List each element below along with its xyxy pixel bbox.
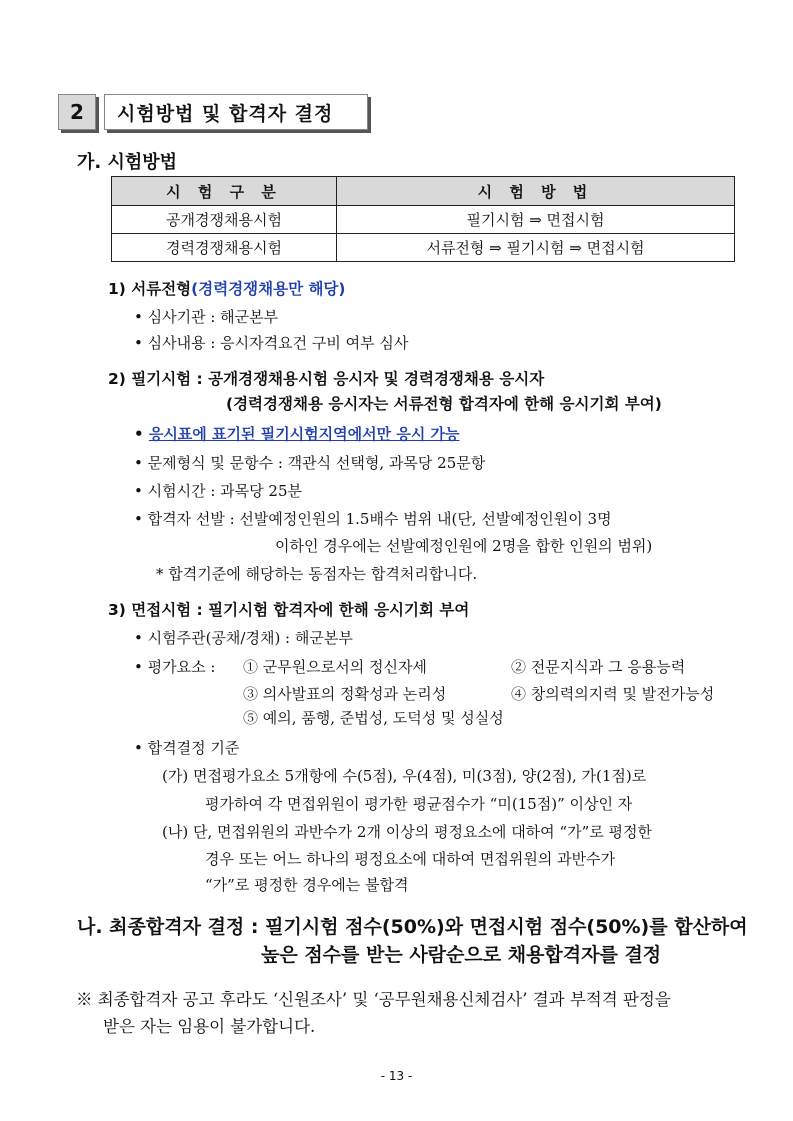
criteria-ga-cont: 평가하여 각 면접위원이 평가한 평균점수가 “미(15점)” 이상인 자 [205,795,633,813]
list-item: • 심사기관 : 해군본부 [134,308,279,326]
table-row [112,234,735,262]
item1-heading [108,277,346,299]
list-item: • 문제형식 및 문항수 : 객관식 선택형, 과목당 25문항 [134,454,486,472]
criteria-na-cont: “가”로 평정한 경우에는 불합격 [205,876,409,894]
table-cell: 서류전형 ⇒ 필기시험 ⇒ 면접시험 [337,234,735,262]
bullet-mark: • [134,425,144,443]
list-item: • 시험시간 : 과목당 25분 [134,482,302,500]
list-item-highlight [134,423,460,444]
table-header-cell: 시 험 방 법 [337,177,735,206]
criteria-na-cont: 경우 또는 어느 하나의 평정요소에 대하여 면접위원의 과반수가 [205,850,616,868]
item2-heading-sub: (경력경쟁채용 응시자는 서류전형 합격자에 한해 응시기회 부여) [226,395,662,413]
list-item-continuation: 이하인 경우에는 선발예정인원에 2명을 합한 인원의 범위) [275,537,653,555]
criteria-label: • 합격결정 기준 [134,739,240,757]
table-header-cell: 시 험 구 분 [112,177,337,206]
eval-label: • 평가요소 : [134,658,216,676]
eval-item: ④ 창의력의지력 및 발전가능성 [511,685,715,703]
exam-method-table [111,176,735,262]
list-item: • 시험주관(공채/경채) : 해군본부 [134,629,353,647]
part-b-heading: 나. 최종합격자 결정 : 필기시험 점수(50%)와 면접시험 점수(50%)를 합산하여 [77,916,748,938]
part-b-heading-cont: 높은 점수를 받는 사람순으로 채용합격자를 결정 [261,944,662,966]
criteria-ga: (가) 면접평가요소 5개항에 수(5점), 우(4점), 미(3점), 양(2점), 가(1점)로 [162,767,647,785]
table-cell: 공개경쟁채용시험 [112,206,337,234]
page-number: - 13 - [380,1069,413,1083]
list-item: • 심사내용 : 응시자격요건 구비 여부 심사 [134,334,409,352]
table-row [112,206,735,234]
section-title: 시험방법 및 합격자 결정 [104,94,368,130]
item2-heading: 2) 필기시험 : 공개경쟁채용시험 응시자 및 경력경쟁채용 응시자 [108,370,545,388]
eval-item: ⑤ 예의, 품행, 준법성, 도덕성 및 성실성 [243,709,504,727]
table-header-row [112,177,735,206]
highlight-text: 응시표에 표기된 필기시험지역에서만 응시 가능 [148,425,460,443]
item3-heading: 3) 면접시험 : 필기시험 합격자에 한해 응시기회 부여 [108,601,470,619]
notice-line: ※ 최종합격자 공고 후라도 ‘신원조사’ 및 ‘공무원채용신체검사’ 결과 부적격 판정을 [76,990,671,1009]
part-a-heading: 가. 시험방법 [77,152,178,173]
item1-title: 1) 서류전형 [108,280,192,298]
item1-note: (경력경쟁채용만 해당) [191,280,346,298]
eval-item: ② 전문지식과 그 응용능력 [511,658,686,676]
criteria-na: (나) 단, 면접위원의 과반수가 2개 이상의 평정요소에 대하여 “가”로 평정한 [162,823,652,841]
footnote: * 합격기준에 해당하는 동점자는 합격처리합니다. [156,565,478,583]
section-number-badge: 2 [58,94,96,130]
notice-line: 받은 자는 임용이 불가합니다. [103,1017,316,1036]
table-cell: 필기시험 ⇒ 면접시험 [337,206,735,234]
eval-item: ① 군무원으로서의 정신자세 [243,658,427,676]
list-item: • 합격자 선발 : 선발예정인원의 1.5배수 범위 내(단, 선발예정인원이 3명 [134,510,612,528]
eval-item: ③ 의사발표의 정확성과 논리성 [243,685,447,703]
table-cell: 경력경쟁채용시험 [112,234,337,262]
